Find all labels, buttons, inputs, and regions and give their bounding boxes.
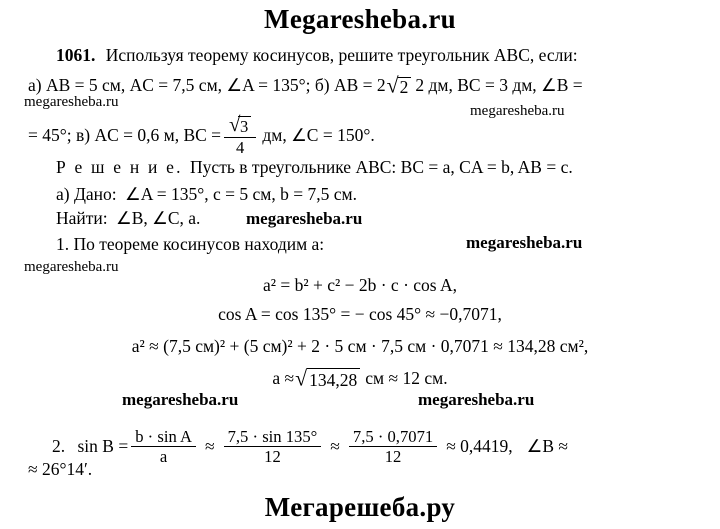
solution-heading-rest: Пусть в треугольнике ABC: BC = a, CA = b, AB = c. xyxy=(190,157,573,177)
step-2-label: 2. xyxy=(52,435,66,456)
step-2-sinb: sin B = xyxy=(77,435,129,456)
sqrt-13428-radicand: 134,28 xyxy=(307,368,360,391)
watermark-small: megaresheba.ru xyxy=(246,209,363,228)
fraction-denominator: a xyxy=(159,447,168,467)
solution-heading: Р е ш е н и е. xyxy=(56,157,183,177)
problem-line-3a: = 45°; в) AC = 0,6 м, BC = xyxy=(28,125,222,146)
fraction-numerator xyxy=(224,113,256,138)
watermark-small: megaresheba.ru xyxy=(466,233,583,252)
fraction-numerator: 7,5 · sin 135° xyxy=(224,428,322,447)
fraction-bsinA-over-a xyxy=(131,428,196,466)
watermark-small: megaresheba.ru xyxy=(24,94,119,110)
equation-4-suffix: см ≈ 12 см. xyxy=(365,368,448,388)
problem-line-3b: дм, ∠C = 150°. xyxy=(262,125,375,146)
radical-icon: √ xyxy=(229,113,241,137)
sqrt-2 xyxy=(386,73,412,98)
fraction-numerator: 7,5 · 0,7071 xyxy=(349,428,437,447)
find-label: Найти: xyxy=(56,208,108,228)
watermark-small: megaresheba.ru xyxy=(470,103,565,119)
step-2-tail: ∠B ≈ xyxy=(526,435,569,456)
watermark-small: megaresheba.ru xyxy=(24,259,119,275)
problem-line-3 xyxy=(28,113,375,157)
sqrt-2-radicand: 2 xyxy=(398,77,412,97)
step-2-approx-3: ≈ 0,4419, xyxy=(446,435,513,456)
fraction-numerator: b · sin A xyxy=(131,428,196,447)
step-1-line xyxy=(56,236,324,254)
fraction-75sin135-over-12 xyxy=(224,428,322,466)
watermark-bottom: Мегарешеба.ру xyxy=(264,492,456,522)
watermark-small: megaresheba.ru xyxy=(418,390,535,409)
fraction-denominator: 12 xyxy=(384,447,402,467)
find-line xyxy=(56,210,200,228)
given-values: ∠A = 135°, c = 5 см, b = 7,5 см. xyxy=(125,184,357,204)
equation-2: cos A = cos 135° = − cos 45° ≈ −0,7071, xyxy=(218,304,502,324)
equation-1: a² = b² + c² − 2b · c · cos A, xyxy=(262,275,458,295)
step-1-text: 1. По теореме косинусов находим a: xyxy=(56,234,325,254)
radical-icon: √ xyxy=(386,73,399,98)
problem-line-1 xyxy=(56,47,578,65)
step-2-approx-2: ≈ xyxy=(330,435,340,456)
last-line: ≈ 26°14′. xyxy=(28,459,93,479)
step-2-approx-1: ≈ xyxy=(204,435,215,456)
problem-number: 1061. xyxy=(56,45,96,65)
fraction-7507071-over-12 xyxy=(349,428,437,466)
watermark-top: Megaresheba.ru xyxy=(264,4,456,34)
fraction-denominator: 12 xyxy=(264,447,281,467)
problem-line-2b: 2 дм, BC = 3 дм, ∠B = xyxy=(415,75,583,95)
sqrt-13428 xyxy=(295,368,360,391)
given-line xyxy=(56,186,357,204)
fraction-sqrt3-over-4 xyxy=(224,113,256,157)
problem-statement: Используя теорему косинусов, решите треугольник ABC, если: xyxy=(105,45,578,65)
fraction-denominator: 4 xyxy=(236,137,245,157)
step-2-line xyxy=(52,429,568,467)
equation-4 xyxy=(0,368,720,391)
problem-line-2 xyxy=(28,73,583,98)
given-label: а) Дано: xyxy=(56,184,117,204)
find-values: ∠B, ∠C, a. xyxy=(116,208,201,228)
solution-heading-line xyxy=(56,159,573,177)
problem-line-2a: а) AB = 5 см, AC = 7,5 см, ∠A = 135°; б) AB = 2 xyxy=(28,75,386,95)
fraction-numerator-text: 3 xyxy=(238,116,251,135)
equation-4-prefix: a ≈ xyxy=(272,368,295,388)
watermark-small: megaresheba.ru xyxy=(122,390,239,409)
equation-3: a² ≈ (7,5 см)² + (5 см)² + 2 · 5 см · 7,5 см · 0,7071 ≈ 134,28 см², xyxy=(131,336,589,356)
radical-icon: √ xyxy=(295,366,308,391)
